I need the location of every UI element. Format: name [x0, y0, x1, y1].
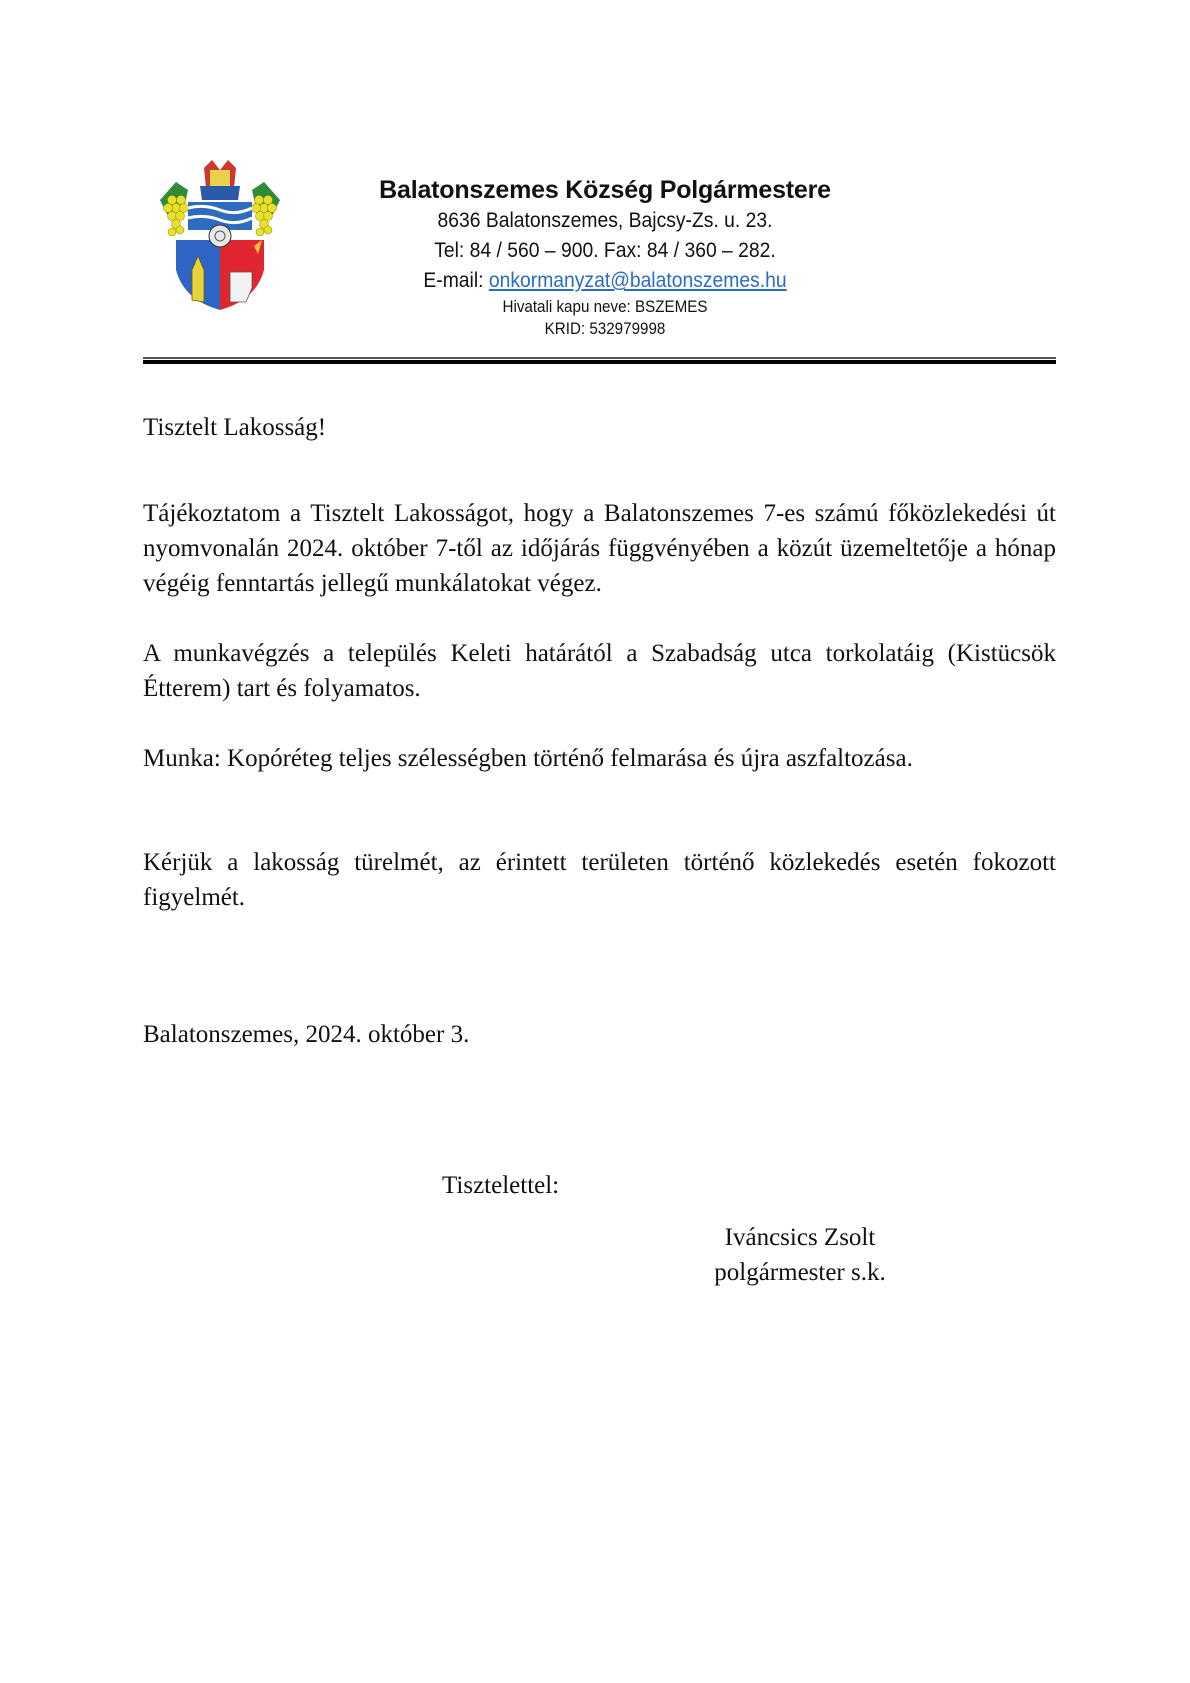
closing-phrase: Tisztelettel: [442, 1172, 560, 1199]
signer-name: Iváncsics Zsolt [724, 1224, 876, 1251]
paragraph-request: Kérjük a lakosság türelmét, az érintett területen történő közlekedés esetén fokozott figyelmét. [143, 849, 1056, 911]
issuer-title: Balatonszemes Község Polgármestere [379, 176, 831, 204]
signer-title: polgármester s.k. [714, 1259, 886, 1286]
place-and-date: Balatonszemes, 2024. október 3. [143, 1021, 470, 1048]
krid-number: KRID: 532979998 [544, 320, 666, 338]
paragraph-work-type: Munka: Kopóréteg teljes szélességben történő felmarása és újra aszfaltozása. [143, 745, 913, 772]
coat-of-arms-icon [154, 160, 286, 315]
issuer-email-line [389, 266, 821, 296]
office-gateway: Hivatali kapu neve: BSZEMES [502, 298, 708, 316]
header-divider-thin [143, 357, 1056, 359]
signature-block [700, 1220, 900, 1290]
paragraph-announcement: Tájékoztatom a Tisztelt Lakosságot, hogy a Balatonszemes 7-es számú főközlekedési út nyomvonalán 2024. október 7-től az időjárás függvényében a közút üzemeltetője a hónap végéig fenntartás jellegű munkálatokat végez. [143, 500, 1056, 597]
issuer-phone-fax: Tel: 84 / 560 – 900. Fax: 84 / 360 – 282. [434, 239, 776, 262]
email-label: E-mail: [423, 269, 489, 292]
salutation: Tisztelt Lakosság! [143, 414, 327, 441]
issuer-address: 8636 Balatonszemes, Bajcsy-Zs. u. 23. [437, 209, 773, 232]
header-divider-thick [143, 360, 1056, 364]
email-link[interactable]: onkormanyzat@balatonszemes.hu [488, 269, 787, 292]
paragraph-work-area: A munkavégzés a település Keleti határától a Szabadság utca torkolatáig (Kistücsök Étterem) tart és folyamatos. [143, 640, 1056, 702]
letterhead [370, 174, 840, 340]
